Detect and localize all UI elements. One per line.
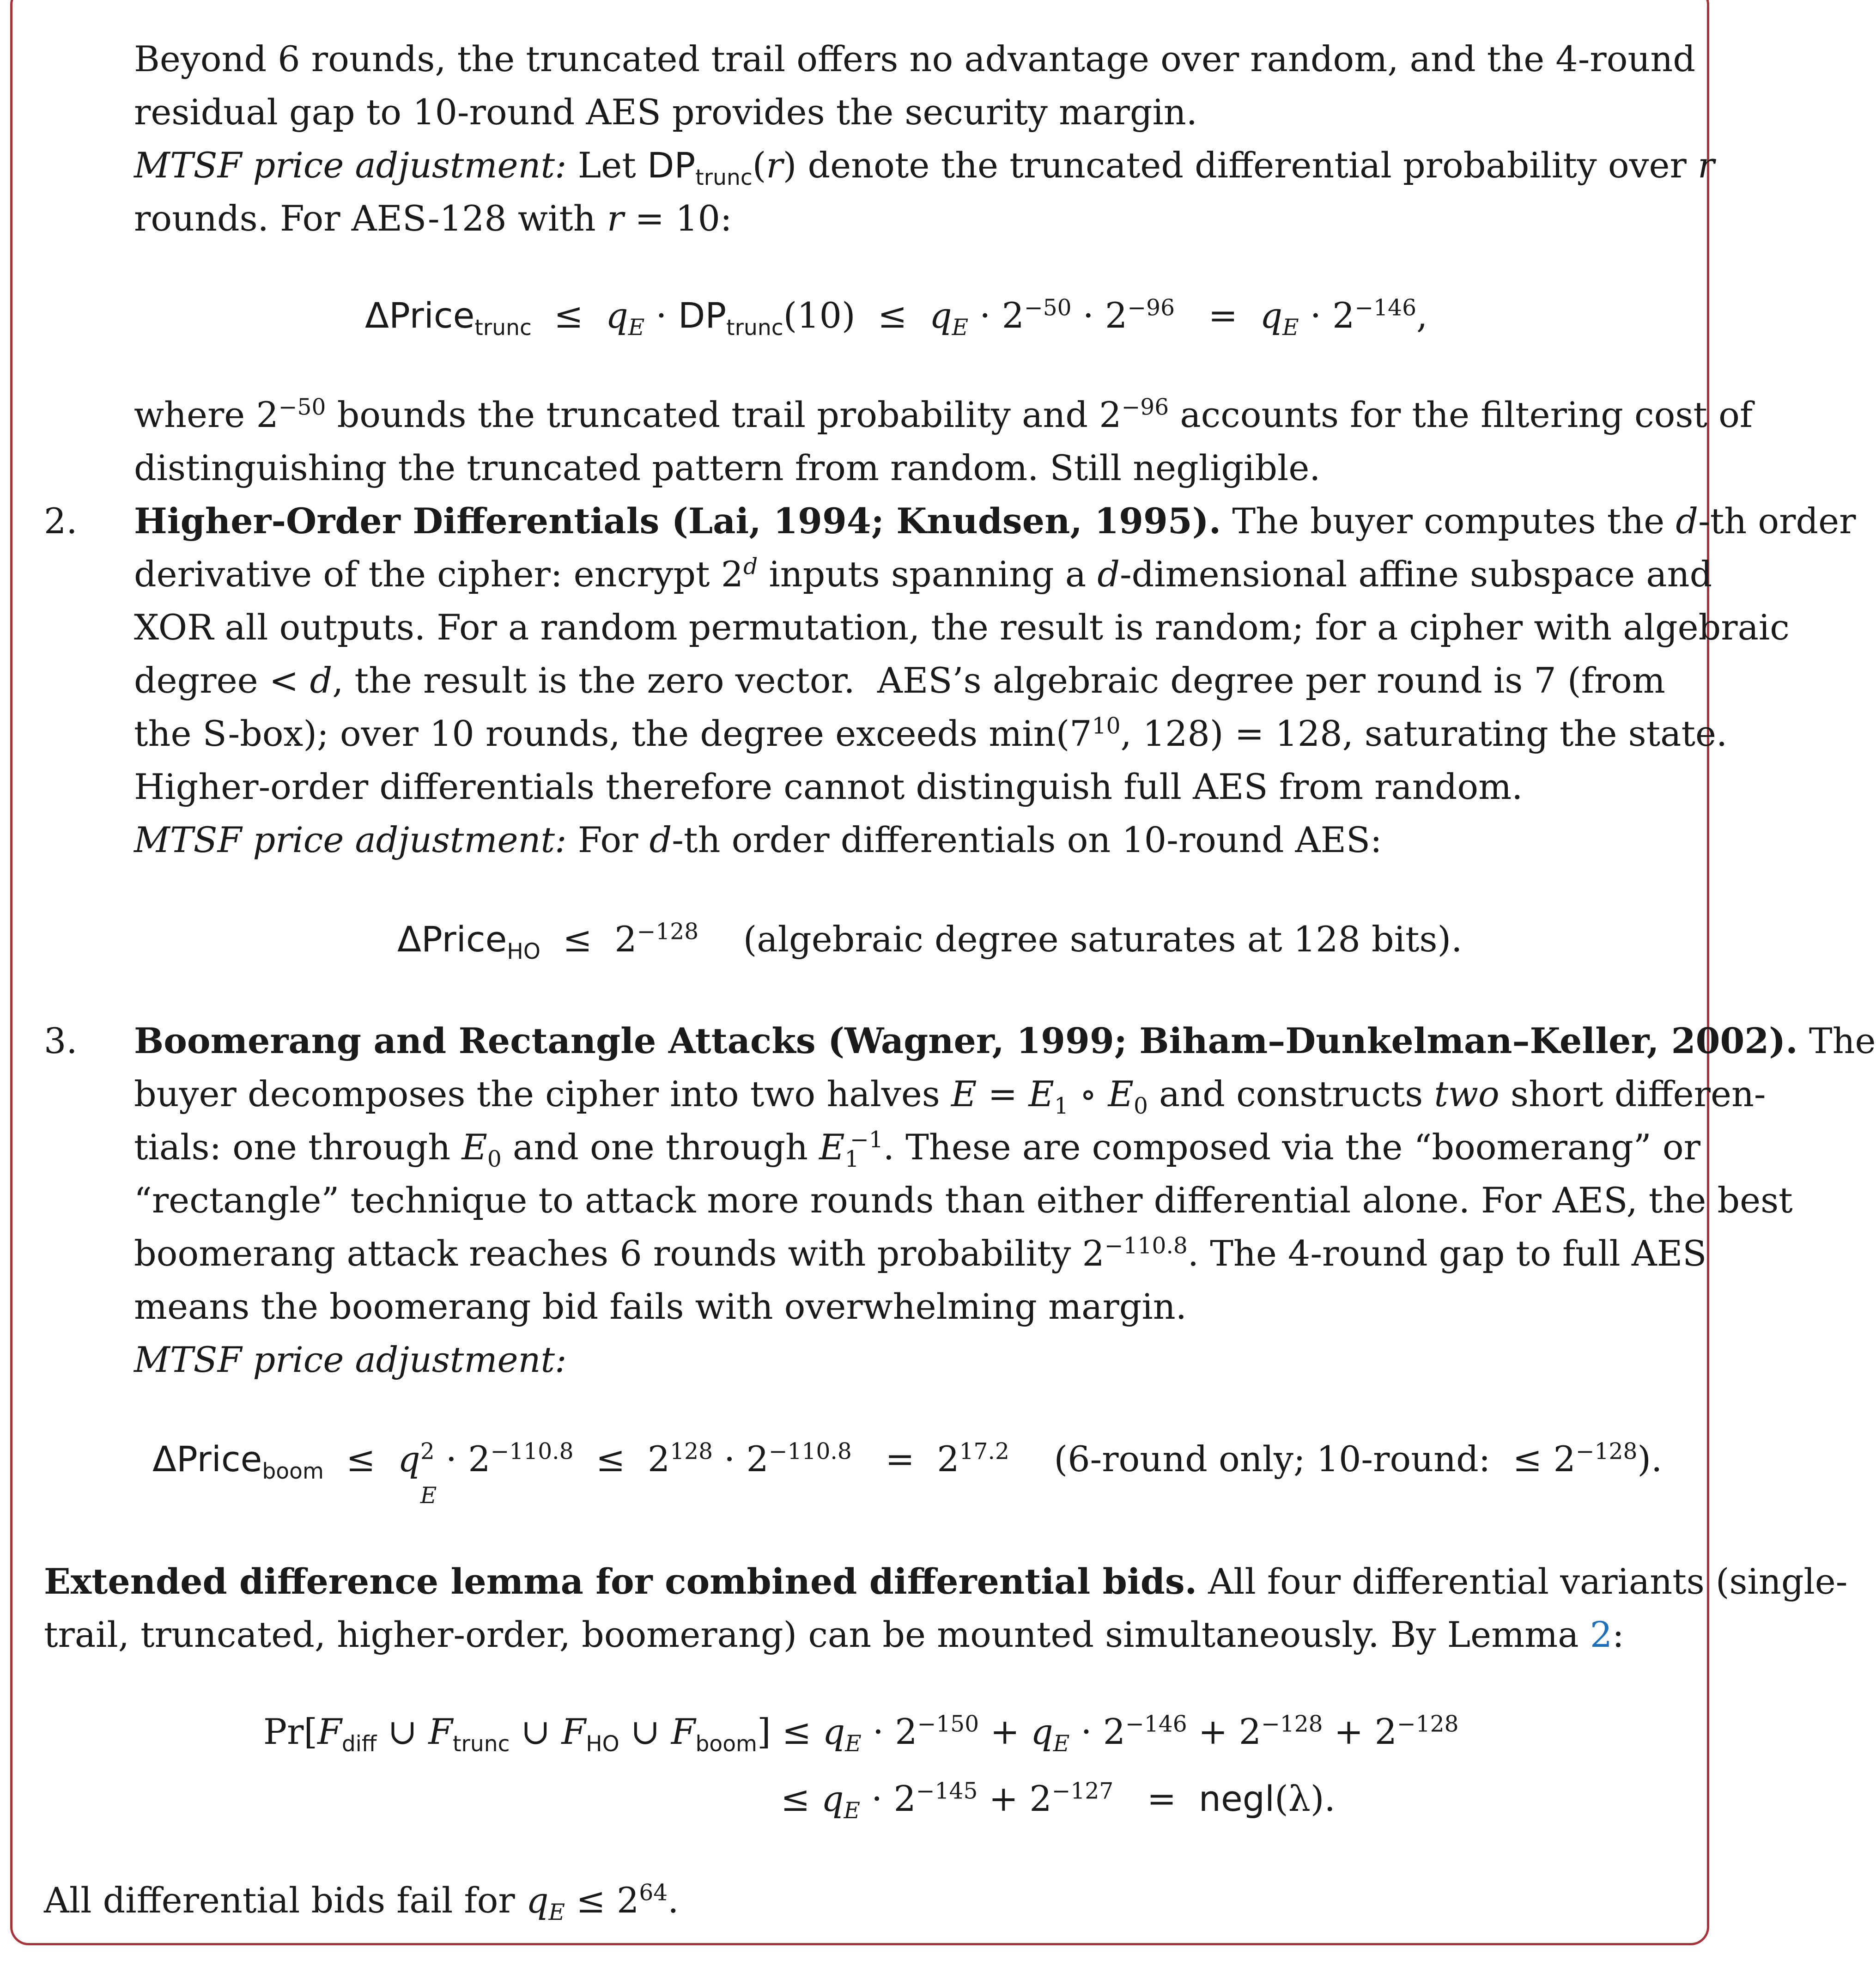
equation-boom: ΔPrice$_{boom}$ ≤ $q^2$ E · $2^{-110.8} \le 2^{128} \cdot 2^{-110.8} = 2^{17.2}$ (6-round only; 10-round: ≤ $2^{-128}$). (152, 1438, 1663, 1509)
lemma-line1: Extended difference lemma for combined differential bids. All four differential variants (single- (44, 1561, 1848, 1602)
mtsf-label: MTSF price adjustment: (134, 145, 567, 186)
item3-number: 3. (44, 1020, 78, 1061)
item2-number: 2. (44, 500, 78, 542)
lemma-line2: trail, truncated, higher-order, boomerang) can be mounted simultaneously. By Lemma 2: (44, 1614, 1624, 1655)
equation-trunc: ΔPrice$_{trunc}$ ≤ $q_E \cdot DP_{trunc}(10) \le q_E \cdot 2^{-50} \cdot 2^{-96} = q_E \cdot 2^{-146}$, (365, 295, 1428, 341)
equation-ho: ΔPrice$_{HO}$ ≤ $2^{-128}$ (algebraic degree saturates at 128 bits). (397, 919, 1463, 965)
p1-line6: distinguishing the truncated pattern from random. Still negligible. (134, 447, 1321, 488)
item2-line3: XOR all outputs. For a random permutation, the result is random; for a cipher with algebraic (134, 607, 1790, 648)
final-line: All differential bids fail for $q_E \le 2^{64}$. (44, 1880, 679, 1926)
p1-line4: rounds. For AES-128 with r = 10: (134, 198, 732, 239)
p1-mtsf-line: MTSF price adjustment: Let $DP_{trunc}(r)$ denote the truncated differential probability over r (134, 145, 1715, 191)
p1-line5: where $2^{-50}$ bounds the truncated trail probability and $2^{-96}$ accounts for the filtering cost of (134, 394, 1753, 435)
item2-line6: Higher-order differentials therefore cannot distinguish full AES from random. (134, 766, 1523, 807)
item3-title: Boomerang and Rectangle Attacks (Wagner, 1999; Biham–Dunkelman–Keller, 2002). (134, 1020, 1798, 1061)
p1-line2: residual gap to 10-round AES provides the security margin. (134, 91, 1197, 133)
equation-union-line1: $Pr[F_{diff}$ ∪ $F_{trunc}$ ∪ $F_{HO}$ ∪ $F_{boom}] \le q_E \cdot 2^{-150} + q_E \cdot 2^{-146} + 2^{-128} + 2^{-128}$ (263, 1711, 1459, 1757)
item3-line1: Boomerang and Rectangle Attacks (Wagner, 1999; Biham–Dunkelman–Keller, 2002). The (134, 1020, 1876, 1061)
item2-line1: Higher-Order Differentials (Lai, 1994; Knudsen, 1995). The buyer computes the d-th order (134, 500, 1856, 542)
item2-line2: derivative of the cipher: encrypt 2$^d$ inputs spanning a d-dimensional affine subspace and (134, 554, 1712, 595)
mtsf-label: MTSF price adjustment: (134, 819, 567, 860)
equation-union-line2: ≤ $q_E \cdot 2^{-145} + 2^{-127}$ = negl(λ). (781, 1778, 1336, 1824)
lemma-ref-link[interactable]: 2 (1590, 1614, 1613, 1655)
item3-line4: “rectangle” technique to attack more rounds than either differential alone. For AES, the best (134, 1180, 1793, 1221)
p1-line1: Beyond 6 rounds, the truncated trail offers no advantage over random, and the 4-round (134, 38, 1696, 79)
item2-line5: the S-box); over 10 rounds, the degree exceeds $\min(7^{10}$, 128) = 128, saturating the state. (134, 713, 1728, 754)
item2-line4: degree < d, the result is the zero vector. AES’s algebraic degree per round is 7 (from (134, 660, 1665, 701)
item3-line3: tials: one through $E_0$ and one through $E_1^{-1}$. These are composed via the “boomerang” or (134, 1127, 1700, 1173)
item3-line2: buyer decomposes the cipher into two halves $E = E_1$ ∘ $E_0$ and constructs two short differen- (134, 1073, 1766, 1120)
lemma-title: Extended difference lemma for combined differential bids. (44, 1561, 1197, 1602)
item2-mtsf-line: MTSF price adjustment: For d-th order differentials on 10-round AES: (134, 819, 1382, 860)
item3-line5: boomerang attack reaches 6 rounds with probability $2^{-110.8}$. The 4-round gap to full AES (134, 1233, 1707, 1274)
item2-title: Higher-Order Differentials (Lai, 1994; Knudsen, 1995). (134, 500, 1221, 542)
item3-mtsf-label: MTSF price adjustment: (134, 1339, 567, 1380)
item3-line6: means the boomerang bid fails with overwhelming margin. (134, 1286, 1187, 1327)
